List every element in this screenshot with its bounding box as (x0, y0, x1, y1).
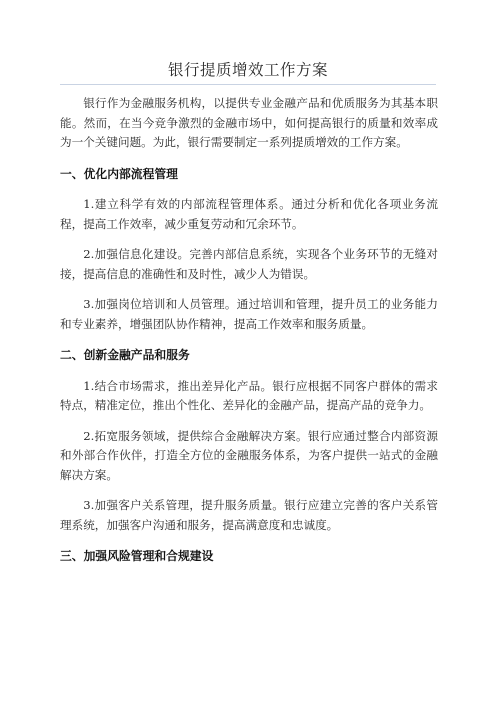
section-2-paragraph-3: 3.加强客户关系管理，提升服务质量。银行应建立完善的客户关系管理系统，加强客户沟通和服务，提高满意度和忠诚度。 (60, 498, 438, 532)
section-1-paragraph-3: 3.加强岗位培训和人员管理。通过培训和管理，提升员工的业务能力和专业素养，增强团队协作精神，提高工作效率和服务质量。 (60, 297, 438, 331)
section-heading-2: 二、创新金融产品和服务 (60, 348, 190, 362)
section-2-paragraph-2: 2.拓宽服务领域，提供综合金融解决方案。银行应通过整合内部资源和外部合作伙伴，打造全方位的金融服务体系，为客户提供一站式的金融解决方案。 (60, 428, 438, 482)
section-1-paragraph-2: 2.加强信息化建设。完善内部信息系统，实现各个业务环节的无缝对接，提高信息的准确性和及时性，减少人为错误。 (60, 247, 438, 281)
intro-paragraph: 银行作为金融服务机构，以提供专业金融产品和优质服务为其基本职能。然而，在当今竞争激烈的金融市场中，如何提高银行的质量和效率成为一个关键问题。为此，银行需要制定一系列提质增效的工作方案。 (60, 96, 438, 149)
document-body (60, 94, 438, 567)
section-heading-3: 三、加强风险管理和合规建设 (60, 549, 214, 563)
section-heading-1: 一、优化内部流程管理 (60, 166, 178, 181)
section-2-paragraph-1: 1.结合市场需求，推出差异化产品。银行应根据不同客户群体的需求特点，精准定位，推出个性化、差异化的金融产品，提高产品的竞争力。 (60, 378, 438, 412)
document-title: 银行提质增效工作方案 (167, 61, 328, 79)
title-divider (60, 84, 436, 85)
section-1-paragraph-1: 1.建立科学有效的内部流程管理体系。通过分析和优化各项业务流程，提高工作效率，减少重复劳动和冗余环节。 (60, 197, 438, 231)
